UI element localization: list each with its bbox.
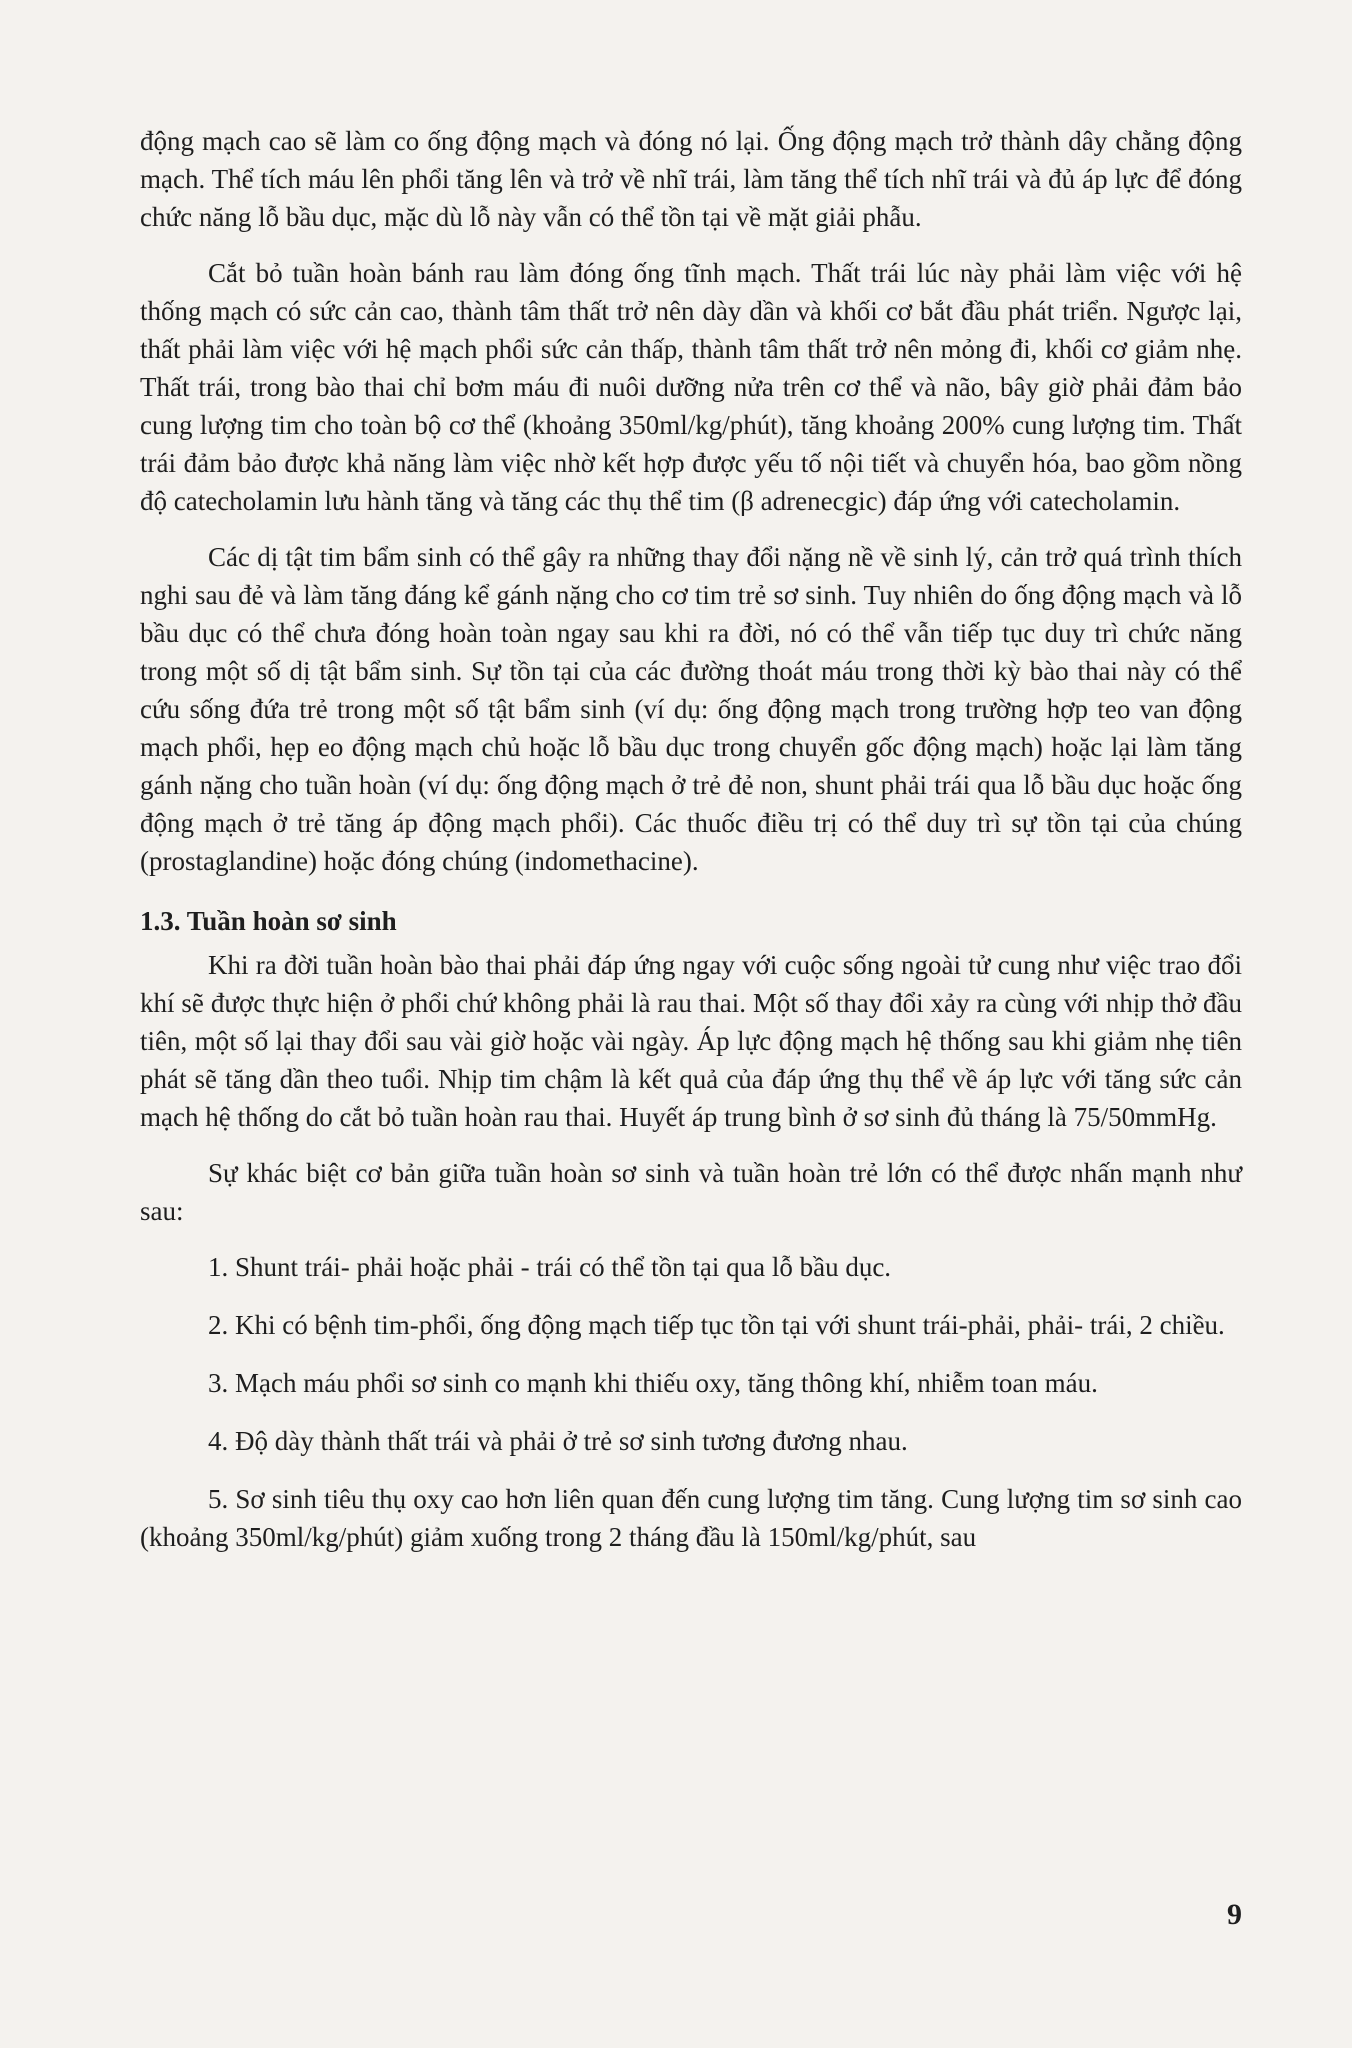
paragraph-neonatal-circulation: Khi ra đời tuần hoàn bào thai phải đáp ứng ngay với cuộc sống ngoài tử cung như việc trao đổi khí sẽ được thực hiện ở phổi chứ không phải là rau thai. Một số thay đổi xảy ra cùng với nhịp thở đầu tiên, một số lại thay đổi sau vài giờ hoặc vài ngày. Áp lực động mạch hệ thống sau khi giảm nhẹ tiên phát sẽ tăng dần theo tuổi. Nhịp tim chậm là kết quả của đáp ứng thụ thể về áp lực với tăng sức cản mạch hệ thống do cắt bỏ tuần hoàn rau thai. Huyết áp trung bình ở sơ sinh đủ tháng là 75/50mmHg.	[140, 950, 1242, 1132]
list-item: 5. Sơ sinh tiêu thụ oxy cao hơn liên quan đến cung lượng tim tăng. Cung lượng tim sơ sinh cao (khoảng 350ml/kg/phút) giảm xuống trong 2 tháng đầu là 150ml/kg/phút, sau	[140, 1484, 1242, 1552]
page-body	[140, 122, 1242, 1576]
paragraph-left-ventricle: Cắt bỏ tuần hoàn bánh rau làm đóng ống tĩnh mạch. Thất trái lúc này phải làm việc với hệ thống mạch có sức cản cao, thành tâm thất trở nên dày dần và khối cơ bắt đầu phát triển. Ngược lại, thất phải làm việc với hệ mạch phổi sức cản thấp, thành tâm thất trở nên mỏng đi, khối cơ giảm nhẹ. Thất trái, trong bào thai chỉ bơm máu đi nuôi dưỡng nửa trên cơ thể và não, bây giờ phải đảm bảo cung lượng tim cho toàn bộ cơ thể (khoảng 350ml/kg/phút), tăng khoảng 200% cung lượng tim. Thất trái đảm bảo được khả năng làm việc nhờ kết hợp được yếu tố nội tiết và chuyển hóa, bao gồm nồng độ catecholamin lưu hành tăng và tăng các thụ thể tim (β adrenecgic) đáp ứng với catecholamin.	[140, 258, 1242, 516]
paragraph-congenital-defects: Các dị tật tim bẩm sinh có thể gây ra những thay đổi nặng nề về sinh lý, cản trở quá trình thích nghi sau đẻ và làm tăng đáng kể gánh nặng cho cơ tim trẻ sơ sinh. Tuy nhiên do ống động mạch và lỗ bầu dục có thể chưa đóng hoàn toàn ngay sau khi ra đời, nó có thể vẫn tiếp tục duy trì chức năng trong một số dị tật bẩm sinh. Sự tồn tại của các đường thoát máu trong thời kỳ bào thai này có thể cứu sống đứa trẻ trong một số tật bẩm sinh (ví dụ: ống động mạch trong trường hợp teo van động mạch phổi, hẹp eo động mạch chủ hoặc lỗ bầu dục trong chuyển gốc động mạch) hoặc lại làm tăng gánh nặng cho tuần hoàn (ví dụ: ống động mạch ở trẻ đẻ non, shunt phải trái qua lỗ bầu dục hoặc ống động mạch ở trẻ tăng áp động mạch phổi). Các thuốc điều trị có thể duy trì sự tồn tại của chúng (prostaglandine) hoặc đóng chúng (indomethacine).	[140, 542, 1242, 876]
list-item: 2. Khi có bệnh tim-phổi, ống động mạch tiếp tục tồn tại với shunt trái-phải, phải- trái, 2 chiều.	[208, 1310, 1225, 1340]
list-item: 1. Shunt trái- phải hoặc phải - trái có thể tồn tại qua lỗ bầu dục.	[208, 1252, 892, 1282]
list-item: 4. Độ dày thành thất trái và phải ở trẻ sơ sinh tương đương nhau.	[208, 1426, 908, 1456]
section-heading: 1.3. Tuần hoàn sơ sinh	[140, 906, 397, 936]
paragraph-continuation: động mạch cao sẽ làm co ống động mạch và đóng nó lại. Ống động mạch trở thành dây chằng động mạch. Thể tích máu lên phổi tăng lên và trở về nhĩ trái, làm tăng thể tích nhĩ trái và đủ áp lực để đóng chức năng lỗ bầu dục, mặc dù lỗ này vẫn có thể tồn tại về mặt giải phẫu.	[140, 126, 1242, 232]
list-item: 3. Mạch máu phổi sơ sinh co mạnh khi thiếu oxy, tăng thông khí, nhiễm toan máu.	[208, 1368, 1098, 1398]
paragraph-differences-intro: Sự khác biệt cơ bản giữa tuần hoàn sơ sinh và tuần hoàn trẻ lớn có thể được nhấn mạnh như sau:	[140, 1158, 1242, 1226]
page-number: 9	[1227, 1898, 1242, 1931]
